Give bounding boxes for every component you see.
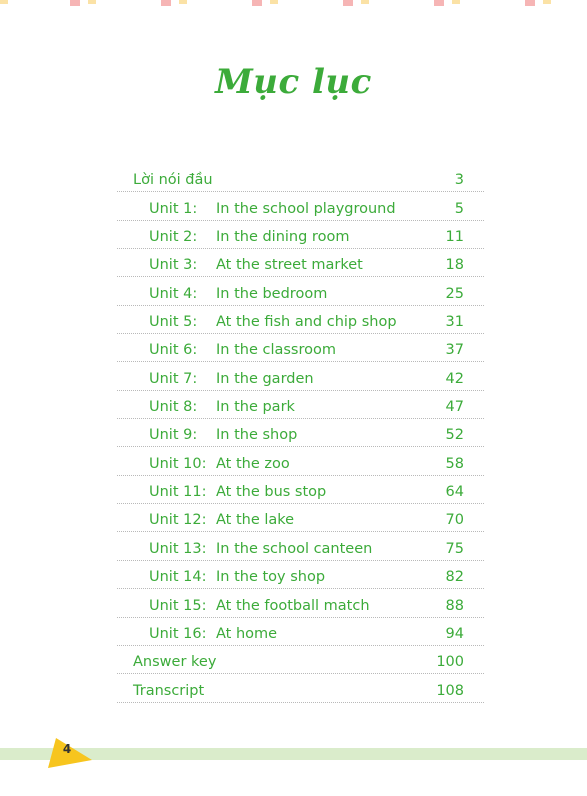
toc-row-unit-6 [117,334,484,362]
toc-row-unit-12 [117,504,484,532]
unit-number: Unit 3: [149,257,198,274]
unit-number: Unit 11: [149,484,207,501]
unit-number: Unit 2: [149,229,198,246]
toc-row-unit-14 [117,561,484,589]
unit-number: Unit 6: [149,342,198,359]
toc-page: 47 [445,399,464,416]
toc-page: 3 [454,172,464,189]
toc-row-unit-13 [117,532,484,560]
unit-title: In the school playground [216,200,396,217]
toc-page: 18 [445,257,464,274]
toc-row-answer-key [117,646,484,674]
toc-row-unit-11 [117,476,484,504]
unit-number: Unit 14: [149,569,207,586]
unit-title: In the garden [216,370,314,387]
toc-page: 94 [445,625,464,642]
toc-page: 88 [445,597,464,614]
toc-page: 5 [454,200,464,217]
top-bunting-decoration [0,0,587,12]
unit-title: At the football match [216,597,370,614]
toc-row-unit-5 [117,306,484,334]
toc-row-unit-15 [117,589,484,617]
toc-row-unit-8 [117,391,484,419]
unit-title: At the street market [216,257,363,274]
unit-title: In the dining room [216,229,350,246]
toc-row-unit-16 [117,618,484,646]
toc-page: 70 [445,512,464,529]
toc-page: 42 [445,370,464,387]
unit-title: In the toy shop [216,569,326,586]
toc-row-unit-1 [117,192,484,220]
toc-row-unit-7 [117,362,484,390]
page-number: 4 [62,742,72,756]
unit-number: Unit 12: [149,512,207,529]
unit-number: Unit 15: [149,597,207,614]
unit-title: In the school canteen [216,540,373,557]
unit-title: In the classroom [216,342,336,359]
unit-number: Unit 13: [149,540,207,557]
toc-page: 64 [445,484,464,501]
toc-page: 11 [445,229,464,246]
unit-title: At the lake [216,512,295,529]
unit-title: At the zoo [216,455,290,472]
toc-page: 25 [445,285,464,302]
toc-page: 31 [445,314,464,331]
unit-number: Unit 4: [149,285,198,302]
unit-number: Unit 1: [149,200,198,217]
unit-title: At home [216,625,278,642]
toc-row-unit-3 [117,249,484,277]
unit-number: Unit 8: [149,399,198,416]
unit-title: In the shop [216,427,298,444]
toc-page: 82 [445,569,464,586]
unit-number: Unit 16: [149,625,207,642]
toc-label: Transcript [133,682,205,699]
toc-page: 100 [436,654,464,671]
toc-row-unit-9 [117,419,484,447]
toc-page: 58 [445,455,464,472]
toc-row-unit-4 [117,277,484,305]
toc-label: Answer key [133,654,217,671]
unit-number: Unit 7: [149,370,198,387]
unit-title: At the fish and chip shop [216,314,397,331]
unit-number: Unit 5: [149,314,198,331]
unit-title: At the bus stop [216,484,327,501]
toc-row-unit-2 [117,221,484,249]
toc-page: 75 [445,540,464,557]
toc-row-unit-10 [117,447,484,475]
toc-row-transcript [117,674,484,702]
unit-title: In the bedroom [216,285,328,302]
unit-number: Unit 9: [149,427,198,444]
unit-number: Unit 10: [149,455,207,472]
toc-row-intro [117,164,484,192]
toc-page: 108 [436,682,464,699]
toc-label: Lời nói đầu [133,172,213,189]
toc-page: 37 [445,342,464,359]
unit-title: In the park [216,399,295,416]
page-title: Mục lục [215,62,372,102]
table-of-contents [117,164,484,703]
toc-page: 52 [445,427,464,444]
